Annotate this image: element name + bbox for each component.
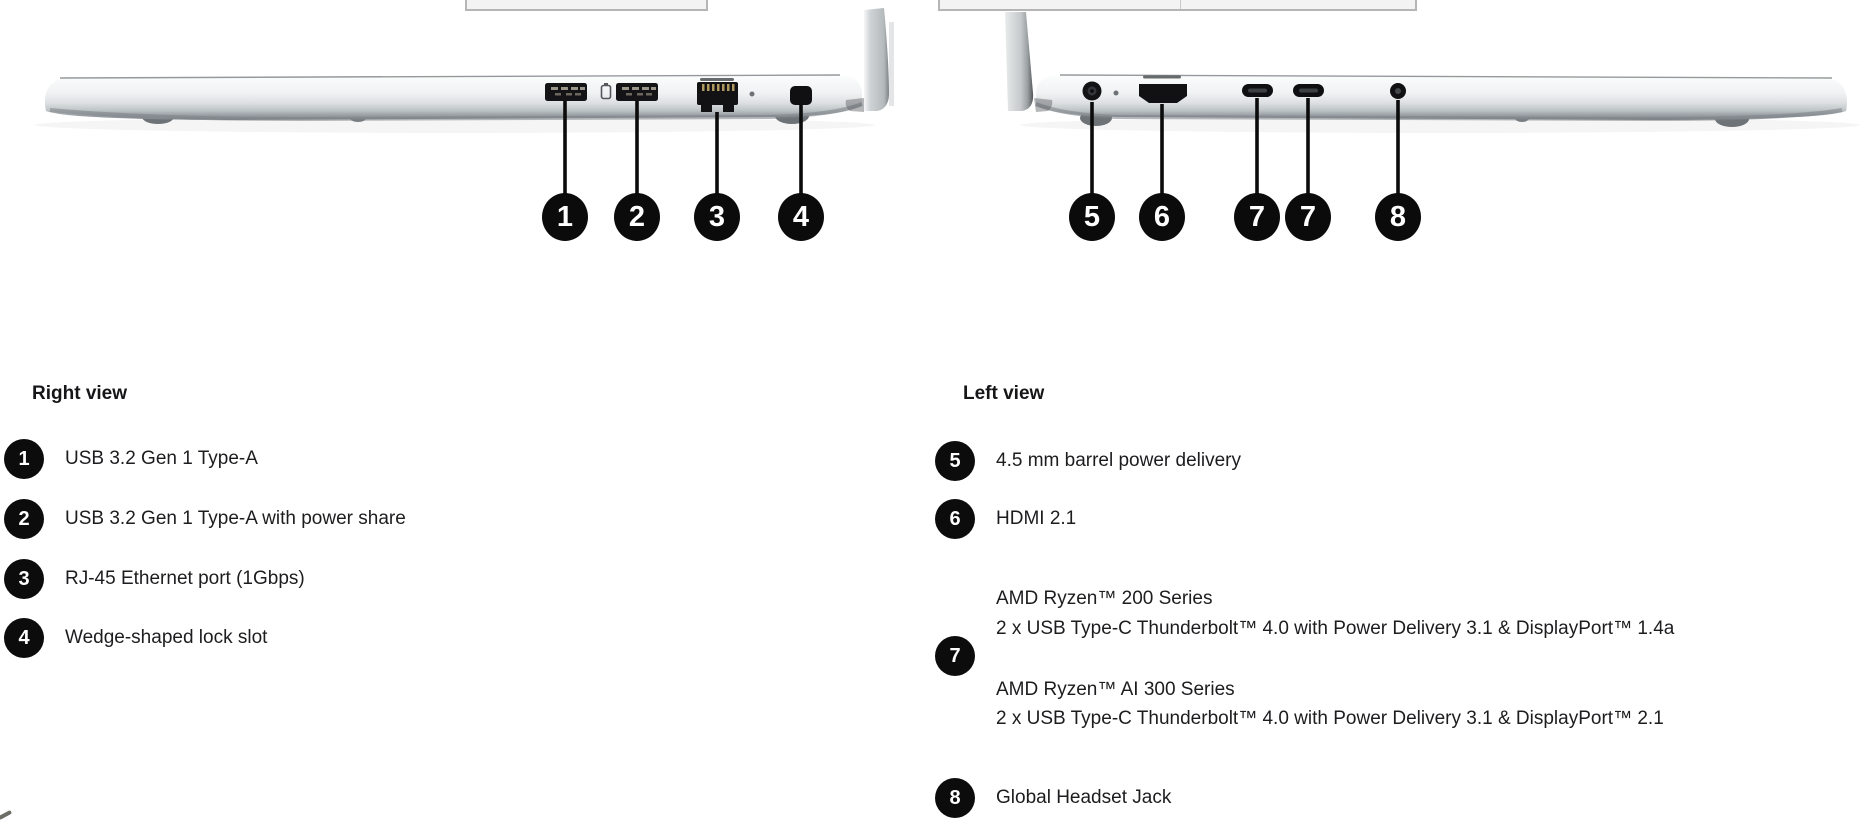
item-number-badge-7: 7 bbox=[935, 636, 975, 676]
cropped-tab-group[interactable] bbox=[938, 0, 1417, 11]
tab-divider bbox=[1180, 0, 1181, 9]
legend-item-6 bbox=[935, 499, 1076, 539]
item-label: HDMI 2.1 bbox=[996, 508, 1077, 529]
item-number-badge: 1 bbox=[4, 439, 44, 479]
item-label: USB 3.2 Gen 1 Type-A with power share bbox=[65, 508, 406, 529]
lock-slot-icon bbox=[790, 86, 812, 105]
item-number-badge: 2 bbox=[4, 499, 44, 539]
callout-badge-8: 8 bbox=[1375, 193, 1421, 241]
usb-a-port-icon bbox=[545, 83, 587, 101]
laptop-base bbox=[45, 75, 862, 120]
laptop-side-views-figure bbox=[0, 0, 1860, 260]
callout-badge-7b: 7 bbox=[1285, 193, 1331, 241]
barrel-power-port-icon bbox=[1083, 82, 1102, 101]
cropped-tab[interactable] bbox=[465, 0, 708, 11]
item-label: Wedge-shaped lock slot bbox=[65, 627, 268, 648]
left-view-heading: Left view bbox=[963, 383, 1045, 404]
corner-artifact bbox=[0, 810, 12, 820]
item7-line-2: 2 x USB Type-C Thunderbolt™ 4.0 with Power Delivery 3.1 & DisplayPort™ 1.4a bbox=[996, 618, 1675, 639]
callout-badge-5: 5 bbox=[1069, 193, 1115, 241]
status-led bbox=[1114, 91, 1119, 96]
left-view-laptop bbox=[1005, 12, 1847, 194]
edge-notch bbox=[700, 78, 734, 81]
item7-line-1: AMD Ryzen™ 200 Series bbox=[996, 588, 1213, 609]
item7-line-4: 2 x USB Type-C Thunderbolt™ 4.0 with Power Delivery 3.1 & DisplayPort™ 2.1 bbox=[996, 708, 1664, 729]
edge-notch bbox=[1143, 76, 1181, 79]
item-number-badge: 6 bbox=[935, 499, 975, 539]
laptop-lid bbox=[1005, 12, 1033, 111]
legend-item-5 bbox=[935, 441, 1241, 481]
usb-a-power-share-port-icon bbox=[616, 83, 658, 101]
right-view-heading: Right view bbox=[32, 383, 128, 404]
usb-c-port-icon bbox=[1242, 84, 1273, 97]
item-number-badge: 8 bbox=[935, 778, 975, 818]
legend-item-2 bbox=[4, 499, 406, 539]
item-number-badge: 4 bbox=[4, 618, 44, 658]
callout-badge-3: 3 bbox=[694, 193, 740, 241]
legend-item-4 bbox=[4, 618, 267, 658]
callout-badge-2: 2 bbox=[614, 193, 660, 241]
hdmi-port-icon bbox=[1139, 84, 1187, 103]
callout-badge-4: 4 bbox=[778, 193, 824, 241]
legend-item-8 bbox=[935, 778, 1171, 818]
usb-c-port-icon bbox=[1293, 84, 1324, 97]
item-label: USB 3.2 Gen 1 Type-A bbox=[65, 448, 258, 469]
item7-line-3: AMD Ryzen™ AI 300 Series bbox=[996, 679, 1235, 700]
status-led bbox=[750, 92, 755, 97]
item-label: Global Headset Jack bbox=[996, 787, 1172, 808]
callout-badge-6: 6 bbox=[1139, 193, 1185, 241]
item-label: RJ-45 Ethernet port (1Gbps) bbox=[65, 568, 305, 589]
item-number-badge: 5 bbox=[935, 441, 975, 481]
lid-edge-highlight bbox=[889, 22, 894, 106]
item-number-badge: 3 bbox=[4, 559, 44, 599]
legend-item-1 bbox=[4, 439, 258, 479]
legend-item-3 bbox=[4, 559, 305, 599]
callout-badge-7a: 7 bbox=[1234, 193, 1280, 241]
item-label: 4.5 mm barrel power delivery bbox=[996, 450, 1241, 471]
right-view-laptop bbox=[45, 8, 894, 194]
callout-badge-1: 1 bbox=[542, 193, 588, 241]
laptop-lid bbox=[864, 8, 889, 111]
headset-jack-icon bbox=[1390, 83, 1406, 99]
